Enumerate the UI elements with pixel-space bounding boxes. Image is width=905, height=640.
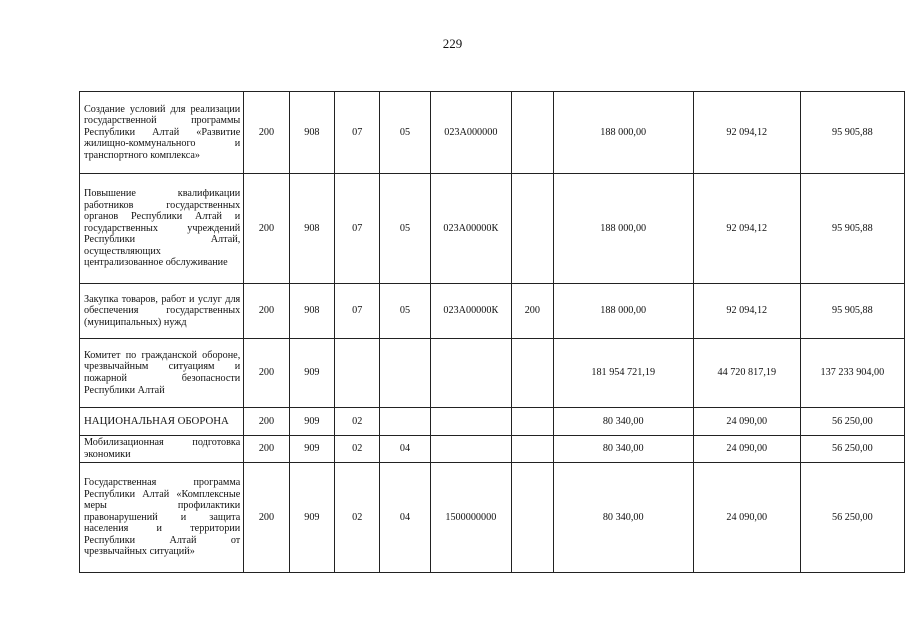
cell-amount-1: 80 340,00 bbox=[553, 436, 693, 463]
row-name: Закупка товаров, работ и услуг для обеспечения государственных (муниципальных) нужд bbox=[80, 284, 244, 339]
cell-amount-1: 80 340,00 bbox=[553, 408, 693, 436]
budget-table bbox=[79, 91, 905, 573]
cell-section bbox=[335, 339, 380, 408]
cell-amount-2: 44 720 817,19 bbox=[693, 339, 800, 408]
row-name: Государственная программа Республики Алтай «Комплексные меры профилактики правонарушений и защита населения и территории Республики Алтай от чрезвычайных ситуаций» bbox=[80, 463, 244, 573]
cell-amount-2: 92 094,12 bbox=[693, 284, 800, 339]
cell-section: 02 bbox=[335, 463, 380, 573]
cell-amount-3: 56 250,00 bbox=[800, 408, 904, 436]
table-row bbox=[80, 339, 905, 408]
cell-grbs: 908 bbox=[289, 92, 334, 174]
page-number: 229 bbox=[442, 36, 463, 51]
cell-grbs: 909 bbox=[289, 408, 334, 436]
table-row bbox=[80, 92, 905, 174]
cell-expense-type bbox=[512, 92, 554, 174]
cell-grbs: 909 bbox=[289, 463, 334, 573]
row-name: Повышение квалификации работников государственных органов Республики Алтай и государственных учреждений Республики Алтай, осуществляющих централизованное обслуживание bbox=[80, 174, 244, 284]
cell-target-article bbox=[430, 339, 512, 408]
cell-subsection: 05 bbox=[380, 174, 430, 284]
row-name: Мобилизационная подготовка экономики bbox=[80, 436, 244, 463]
cell-section: 02 bbox=[335, 436, 380, 463]
cell-grbs: 909 bbox=[289, 339, 334, 408]
cell-section: 07 bbox=[335, 174, 380, 284]
row-name: Создание условий для реализации государственной программы Республики Алтай «Развитие жилищно-коммунального и транспортного комплекса» bbox=[80, 92, 244, 174]
cell-expense-type bbox=[512, 436, 554, 463]
cell-subsection: 05 bbox=[380, 284, 430, 339]
table-row bbox=[80, 436, 905, 463]
cell-amount-3: 137 233 904,00 bbox=[800, 339, 904, 408]
cell-amount-1: 188 000,00 bbox=[553, 92, 693, 174]
row-name: Комитет по гражданской обороне, чрезвычайным ситуациям и пожарной безопасности Республики Алтай bbox=[80, 339, 244, 408]
cell-amount-3: 95 905,88 bbox=[800, 92, 904, 174]
cell-subsection: 04 bbox=[380, 463, 430, 573]
cell-subsection bbox=[380, 339, 430, 408]
cell-grbs: 908 bbox=[289, 174, 334, 284]
cell-target-article: 023А00000К bbox=[430, 174, 512, 284]
cell-section: 07 bbox=[335, 92, 380, 174]
cell-amount-2: 24 090,00 bbox=[693, 436, 800, 463]
cell-rz: 200 bbox=[244, 463, 289, 573]
cell-amount-1: 80 340,00 bbox=[553, 463, 693, 573]
cell-expense-type bbox=[512, 463, 554, 573]
cell-rz: 200 bbox=[244, 174, 289, 284]
cell-grbs: 908 bbox=[289, 284, 334, 339]
row-name: НАЦИОНАЛЬНАЯ ОБОРОНА bbox=[80, 408, 244, 436]
cell-amount-1: 188 000,00 bbox=[553, 174, 693, 284]
cell-rz: 200 bbox=[244, 339, 289, 408]
cell-rz: 200 bbox=[244, 436, 289, 463]
cell-section: 07 bbox=[335, 284, 380, 339]
cell-subsection: 04 bbox=[380, 436, 430, 463]
cell-grbs: 909 bbox=[289, 436, 334, 463]
cell-target-article bbox=[430, 408, 512, 436]
cell-target-article: 1500000000 bbox=[430, 463, 512, 573]
cell-amount-1: 181 954 721,19 bbox=[553, 339, 693, 408]
table-row bbox=[80, 174, 905, 284]
cell-target-article: 023А000000 bbox=[430, 92, 512, 174]
cell-expense-type bbox=[512, 174, 554, 284]
cell-amount-3: 56 250,00 bbox=[800, 463, 904, 573]
table-row bbox=[80, 408, 905, 436]
cell-amount-2: 92 094,12 bbox=[693, 174, 800, 284]
cell-rz: 200 bbox=[244, 92, 289, 174]
cell-amount-2: 24 090,00 bbox=[693, 408, 800, 436]
cell-subsection bbox=[380, 408, 430, 436]
cell-amount-3: 95 905,88 bbox=[800, 284, 904, 339]
table-row bbox=[80, 463, 905, 573]
cell-amount-1: 188 000,00 bbox=[553, 284, 693, 339]
table-row bbox=[80, 284, 905, 339]
cell-section: 02 bbox=[335, 408, 380, 436]
cell-target-article: 023А00000К bbox=[430, 284, 512, 339]
cell-subsection: 05 bbox=[380, 92, 430, 174]
cell-expense-type bbox=[512, 408, 554, 436]
cell-amount-2: 92 094,12 bbox=[693, 92, 800, 174]
cell-amount-3: 56 250,00 bbox=[800, 436, 904, 463]
cell-expense-type bbox=[512, 339, 554, 408]
cell-amount-3: 95 905,88 bbox=[800, 174, 904, 284]
cell-amount-2: 24 090,00 bbox=[693, 463, 800, 573]
cell-target-article bbox=[430, 436, 512, 463]
cell-rz: 200 bbox=[244, 408, 289, 436]
cell-rz: 200 bbox=[244, 284, 289, 339]
cell-expense-type: 200 bbox=[512, 284, 554, 339]
